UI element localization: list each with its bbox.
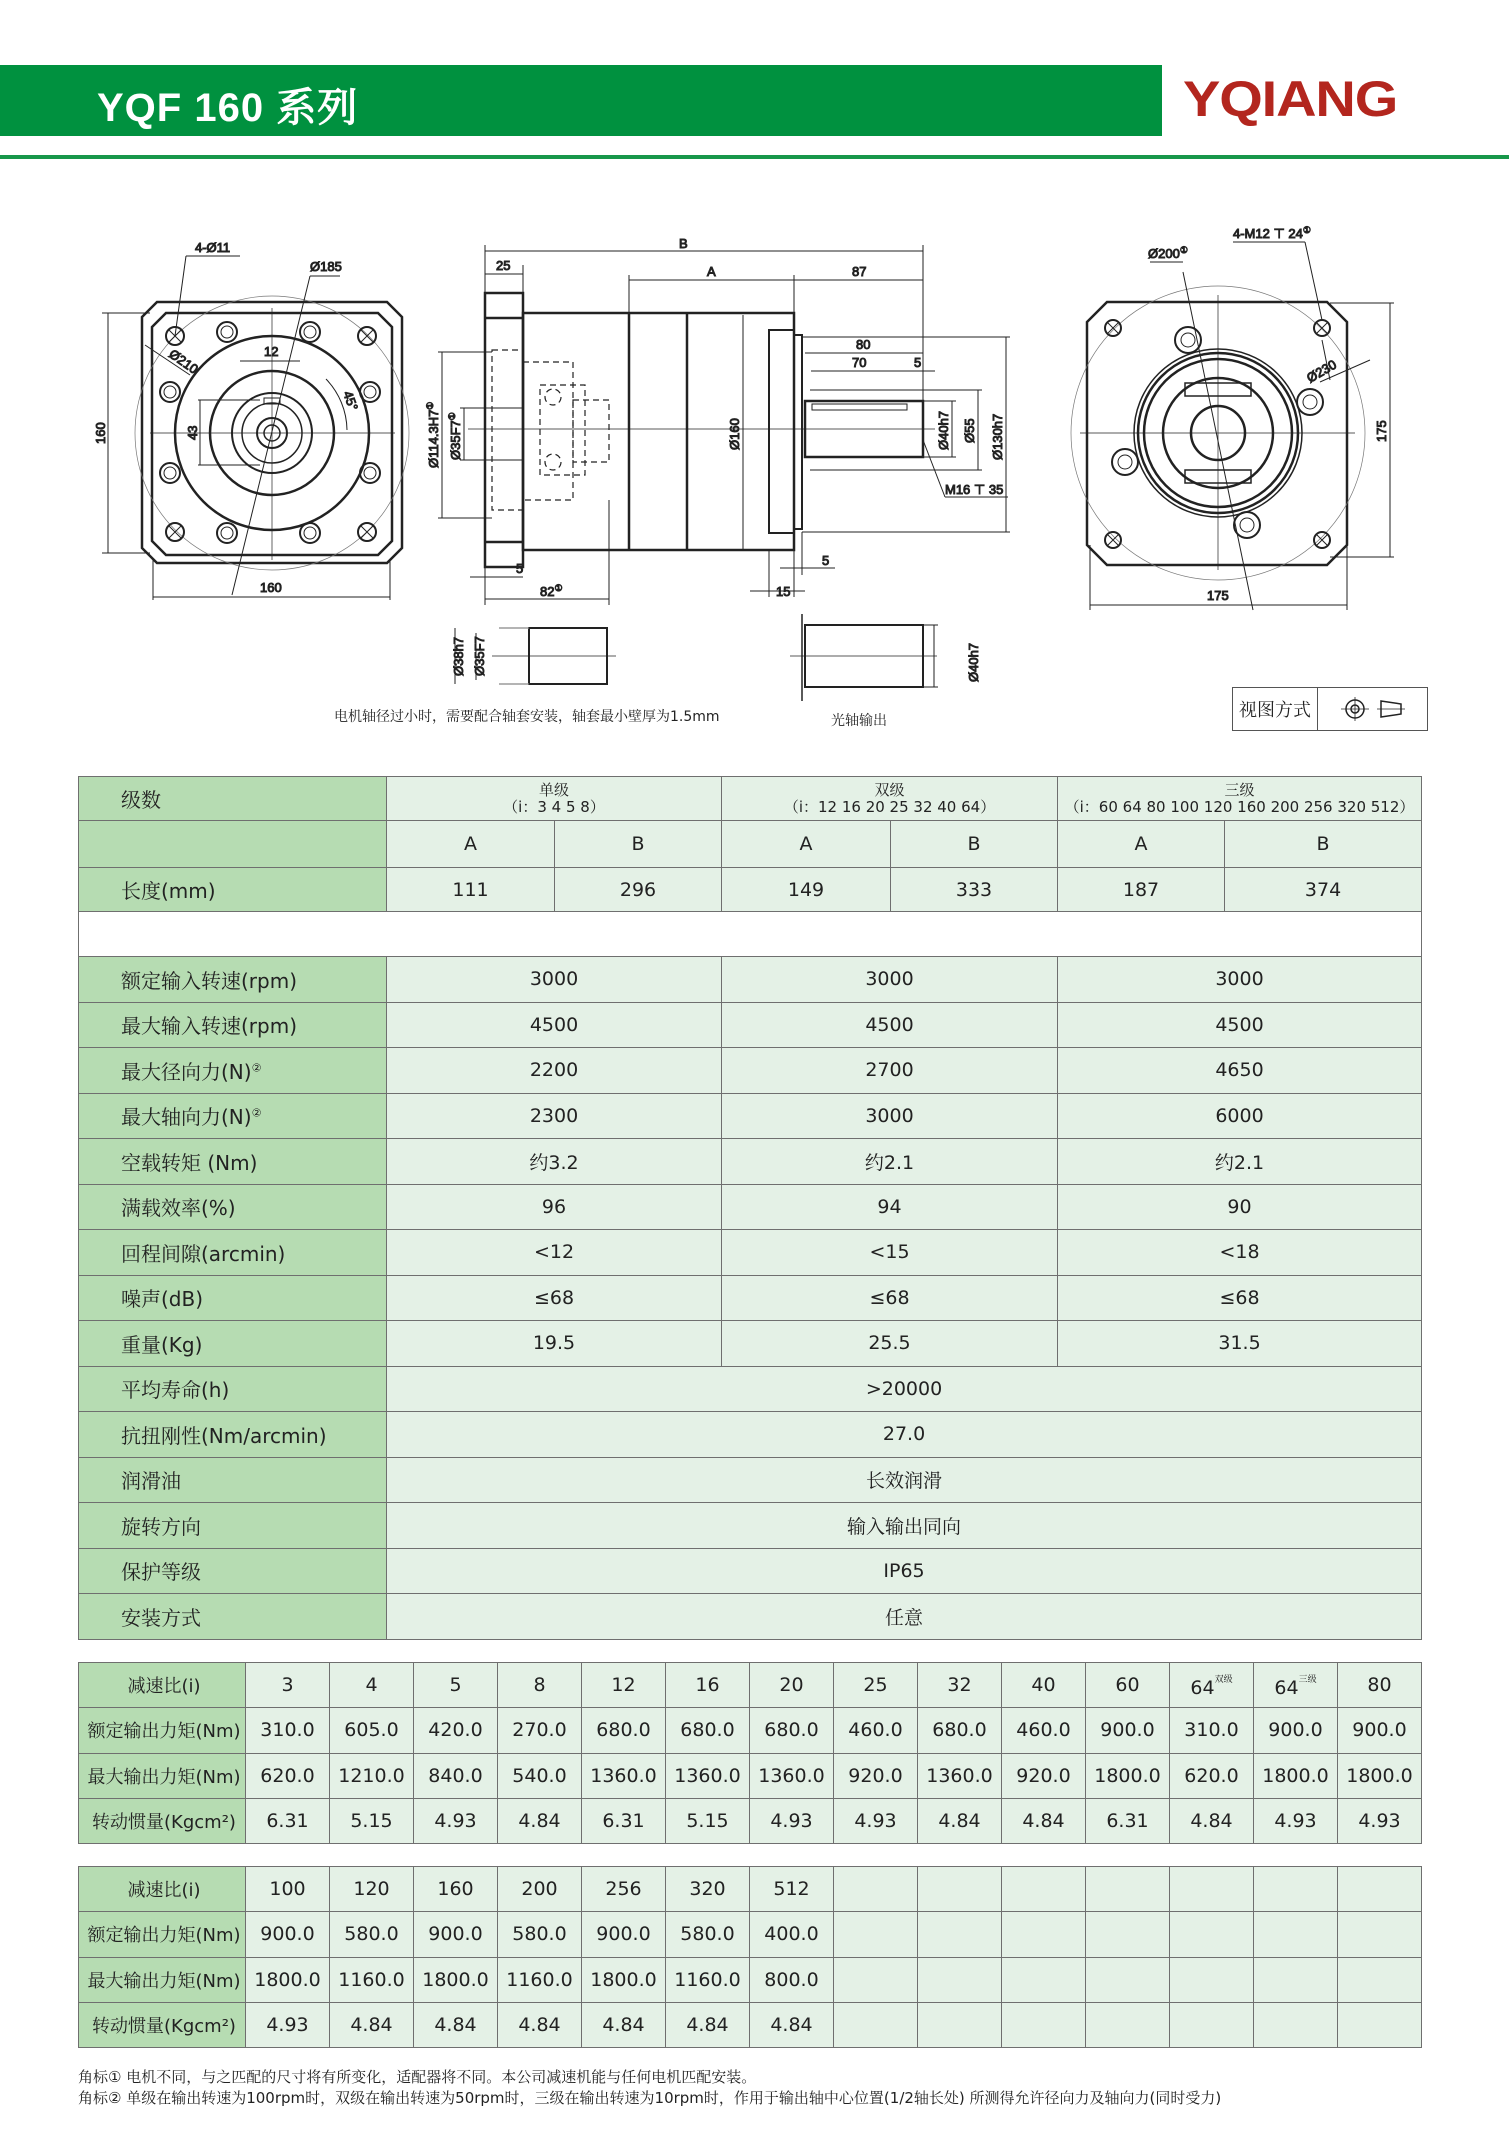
ratio-cell: 5.15 — [666, 1798, 750, 1843]
ratio-cell: 4.93 — [1338, 1798, 1422, 1843]
row-value: ≤68 — [722, 1275, 1058, 1321]
ratio-cell — [1170, 1867, 1254, 1912]
ratio-cell: 4 — [330, 1663, 414, 1708]
ab-cell: B — [891, 821, 1058, 868]
ratio-cell: 320 — [666, 1867, 750, 1912]
brand-logo: YQIANG — [1183, 71, 1398, 127]
ratio-row-inertia — [79, 1798, 1422, 1843]
ratio-cell: 4.84 — [498, 1798, 582, 1843]
ratio-row-label: 减速比(i) — [79, 1867, 246, 1912]
ratio-cell: 620.0 — [246, 1753, 330, 1798]
ratio-cell: 4.84 — [330, 2002, 414, 2047]
ratio-cell: 310.0 — [246, 1708, 330, 1753]
table-row — [79, 1002, 1422, 1048]
front-key-width-label: 12 — [264, 344, 279, 359]
row-value: 长效润滑 — [387, 1457, 1422, 1503]
ab-cell: A — [722, 821, 891, 868]
stage-ratios: （i：12 16 20 25 32 40 64） — [783, 797, 996, 816]
ratio-table-2 — [78, 1866, 1422, 2048]
row-value: 3000 — [722, 1093, 1058, 1139]
ratio-cell: 420.0 — [414, 1708, 498, 1753]
ratio-cell: 800.0 — [750, 1957, 834, 2002]
table-row — [79, 1184, 1422, 1230]
stage-name: 单级 — [538, 780, 569, 799]
row-value: 4500 — [722, 1002, 1058, 1048]
ratio-cell: 1800.0 — [246, 1957, 330, 2002]
ratio-row-label: 转动惯量(Kgcm²) — [79, 1798, 246, 1843]
spacer-cell — [79, 912, 1422, 957]
length-cell: 333 — [891, 868, 1058, 912]
ratio-cell — [834, 1867, 918, 1912]
ratio-row-max — [79, 1753, 1422, 1798]
ratio-cell: 920.0 — [1002, 1753, 1086, 1798]
ratio-cell: 680.0 — [918, 1708, 1002, 1753]
side-collar-dia-label: Ø55 — [962, 418, 977, 443]
side-out-label: 87 — [852, 264, 867, 279]
side-key-off-label: 5 — [914, 355, 922, 370]
ratio-cell: 4.93 — [414, 1798, 498, 1843]
bushing-view — [451, 628, 616, 684]
table-row — [79, 1594, 1422, 1640]
ratio-cell — [834, 1912, 918, 1957]
side-shaft-dia-label: Ø40h7 — [936, 410, 951, 450]
row-value: ≤68 — [387, 1275, 722, 1321]
ab-cell: A — [1058, 821, 1225, 868]
length-label: 长度(mm) — [79, 868, 387, 912]
ratio-cell: 25 — [834, 1663, 918, 1708]
ratio-cell: 460.0 — [834, 1708, 918, 1753]
ratio-cell: 1800.0 — [1254, 1753, 1338, 1798]
row-label: 额定输入转速(rpm) — [79, 957, 387, 1003]
ratio-row-ratios — [79, 1867, 1422, 1912]
ratio-cell — [1254, 1957, 1338, 2002]
ratio-cell — [1170, 1912, 1254, 1957]
side-step-label: 5 — [822, 553, 830, 568]
row-value: 约2.1 — [722, 1139, 1058, 1185]
ratio-cell: 580.0 — [330, 1912, 414, 1957]
ratio-cell — [1170, 2002, 1254, 2047]
table-row — [79, 1321, 1422, 1367]
ratio-row-label: 减速比(i) — [79, 1663, 246, 1708]
ratio-cell — [918, 2002, 1002, 2047]
ratio-cell — [1086, 2002, 1170, 2047]
ratio-cell — [1086, 1867, 1170, 1912]
row-value: 19.5 — [387, 1321, 722, 1367]
ratio-cell: 1160.0 — [330, 1957, 414, 2002]
ratio-cell: 1210.0 — [330, 1753, 414, 1798]
ratio-cell: 3 — [246, 1663, 330, 1708]
length-cell: 374 — [1225, 868, 1422, 912]
table-row — [79, 1275, 1422, 1321]
row-value: ≤68 — [1058, 1275, 1422, 1321]
row-value: 2300 — [387, 1093, 722, 1139]
front-bolt-circle-label: Ø210 — [166, 346, 201, 377]
ratio-cell: 1160.0 — [666, 1957, 750, 2002]
row-value: <18 — [1058, 1230, 1422, 1276]
ratio-cell — [1170, 1957, 1254, 2002]
length-cell: 111 — [387, 868, 555, 912]
row-label: 润滑油 — [79, 1457, 387, 1503]
rear-pcd-label: Ø200① — [1148, 245, 1188, 261]
ratio-cell: 605.0 — [330, 1708, 414, 1753]
ratio-row-label: 最大输出力矩(Nm) — [79, 1753, 246, 1798]
rear-width-label: 175 — [1207, 588, 1229, 603]
ratio-cell: 1360.0 — [750, 1753, 834, 1798]
side-view — [425, 236, 1010, 605]
table-row — [79, 957, 1422, 1003]
front-width-label: 160 — [260, 580, 282, 595]
ratio-cell — [918, 1912, 1002, 1957]
row-value: <12 — [387, 1230, 722, 1276]
side-bore-dia-label: Ø35F7① — [447, 412, 463, 460]
side-body-dia-label: Ø160 — [727, 418, 742, 450]
ratio-cell — [1002, 1912, 1086, 1957]
ab-row — [79, 821, 1422, 868]
ratio-cell: 1800.0 — [582, 1957, 666, 2002]
bushing-caption: 电机轴径过小时，需要配合轴套安装，轴套最小壁厚为1.5mm — [334, 709, 720, 725]
ratio-cell: 680.0 — [750, 1708, 834, 1753]
ratio-cell — [1338, 1912, 1422, 1957]
row-value: 94 — [722, 1184, 1058, 1230]
ratio-cell: 900.0 — [246, 1912, 330, 1957]
row-value: 2200 — [387, 1048, 722, 1094]
ratio-cell: 4.84 — [918, 1798, 1002, 1843]
ratio-cell — [1254, 1912, 1338, 1957]
row-value: 31.5 — [1058, 1321, 1422, 1367]
row-label: 旋转方向 — [79, 1503, 387, 1549]
ratio-cell: 680.0 — [582, 1708, 666, 1753]
side-spigot-dia-label: Ø130h7 — [990, 413, 1005, 460]
ratio-cell: 580.0 — [666, 1912, 750, 1957]
ratio-cell: 4.84 — [414, 2002, 498, 2047]
ratio-cell: 6.31 — [582, 1798, 666, 1843]
ratio-cell: 900.0 — [582, 1912, 666, 1957]
ratio-cell: 900.0 — [414, 1912, 498, 1957]
ratio-row-inertia — [79, 2002, 1422, 2047]
spacer-row — [79, 912, 1422, 957]
ab-label — [79, 821, 387, 868]
rear-height-label: 175 — [1374, 420, 1389, 442]
smooth-shaft-view — [790, 614, 981, 701]
row-label: 满载效率(%) — [79, 1184, 387, 1230]
ratio-cell — [1002, 2002, 1086, 2047]
ratio-cell: 4.84 — [750, 2002, 834, 2047]
side-input-depth-label: 82① — [540, 583, 563, 599]
row-value: 2700 — [722, 1048, 1058, 1094]
stage-name: 双级 — [874, 780, 905, 799]
stage-group — [722, 777, 1058, 821]
ratio-cell: 5 — [414, 1663, 498, 1708]
ratio-cell: 8 — [498, 1663, 582, 1708]
table-row — [79, 1230, 1422, 1276]
ratio-cell: 680.0 — [666, 1708, 750, 1753]
ratio-cell: 100 — [246, 1867, 330, 1912]
ratio-cell: 4.93 — [750, 1798, 834, 1843]
stage-group — [1058, 777, 1422, 821]
ab-cell: A — [387, 821, 555, 868]
ratio-cell: 270.0 — [498, 1708, 582, 1753]
ratio-cell: 256 — [582, 1867, 666, 1912]
row-value: 输入输出同向 — [387, 1503, 1422, 1549]
table-row — [79, 1457, 1422, 1503]
ab-cell: B — [1225, 821, 1422, 868]
view-mode-label: 视图方式 — [1233, 688, 1318, 730]
row-value: 约2.1 — [1058, 1139, 1422, 1185]
ratio-table-1 — [78, 1662, 1422, 1844]
ratio-cell: 460.0 — [1002, 1708, 1086, 1753]
ratio-cell: 6.31 — [246, 1798, 330, 1843]
ratio-row-label: 额定输出力矩(Nm) — [79, 1912, 246, 1957]
ratio-cell: 900.0 — [1086, 1708, 1170, 1753]
row-value: 25.5 — [722, 1321, 1058, 1367]
row-value: IP65 — [387, 1548, 1422, 1594]
rear-threads-label: 4-M12 ⊤ 24① — [1233, 225, 1311, 241]
ratio-cell: 20 — [750, 1663, 834, 1708]
stage-row — [79, 777, 1422, 821]
table-row — [79, 1139, 1422, 1185]
ratio-cell: 32 — [918, 1663, 1002, 1708]
front-view — [93, 240, 409, 600]
ratio-cell: $64^{双级}$ — [1170, 1663, 1254, 1708]
row-value: 约3.2 — [387, 1139, 722, 1185]
ratio-row-label: 转动惯量(Kgcm²) — [79, 2002, 246, 2047]
ratio-row-max — [79, 1957, 1422, 2002]
row-value: <15 — [722, 1230, 1058, 1276]
ratio-cell: 1800.0 — [1338, 1753, 1422, 1798]
side-b-label: B — [679, 236, 688, 251]
ratio-cell: $64^{三级}$ — [1254, 1663, 1338, 1708]
table-row — [79, 1503, 1422, 1549]
ratio-cell — [1254, 2002, 1338, 2047]
ratio-cell: 160 — [414, 1867, 498, 1912]
front-holes-label: 4-Ø11 — [195, 240, 231, 255]
row-value: 4650 — [1058, 1048, 1422, 1094]
ratio-cell: 16 — [666, 1663, 750, 1708]
row-label: 最大轴向力(N)② — [79, 1093, 387, 1139]
ratio-cell: 620.0 — [1170, 1753, 1254, 1798]
ratio-cell: 310.0 — [1170, 1708, 1254, 1753]
table-row — [79, 1048, 1422, 1094]
row-value: 3000 — [722, 957, 1058, 1003]
stage-ratios: （i：3 4 5 8） — [503, 797, 605, 816]
ratio-cell — [1086, 1957, 1170, 2002]
row-label: 最大径向力(N)② — [79, 1048, 387, 1094]
ratio-cell: 540.0 — [498, 1753, 582, 1798]
row-label: 噪声(dB) — [79, 1275, 387, 1321]
projection-symbol-icon — [1318, 688, 1427, 730]
smooth-shaft-dia-label: Ø40h7 — [966, 642, 981, 682]
ratio-cell — [1254, 1867, 1338, 1912]
ratio-row-label: 最大输出力矩(Nm) — [79, 1957, 246, 2002]
ratio-cell: 900.0 — [1338, 1708, 1422, 1753]
ratio-cell: 900.0 — [1254, 1708, 1338, 1753]
ratio-cell: 4.84 — [1002, 1798, 1086, 1843]
stage-label: 级数 — [79, 777, 387, 821]
technical-drawing — [0, 0, 1509, 760]
side-flange-step-label: 5 — [516, 561, 524, 576]
front-height-label: 160 — [93, 422, 108, 444]
ratio-cell — [1002, 1867, 1086, 1912]
side-plate-label: 15 — [776, 584, 791, 599]
bushing-inner-label: Ø35F7 — [472, 636, 487, 676]
spec-table — [78, 776, 1422, 1640]
ratio-cell — [1002, 1957, 1086, 2002]
length-row — [79, 868, 1422, 912]
row-label: 最大输入转速(rpm) — [79, 1002, 387, 1048]
row-value: 任意 — [387, 1594, 1422, 1640]
ratio-cell — [918, 1867, 1002, 1912]
ratio-cell: 4.84 — [1170, 1798, 1254, 1843]
side-thread-label: M16 ⊤ 35 — [945, 482, 1004, 497]
ratio-cell: 512 — [750, 1867, 834, 1912]
ratio-cell: 1360.0 — [666, 1753, 750, 1798]
footnote-2: 角标② 单级在输出转速为100rpm时，双级在输出转速为50rpm时，三级在输出转速为10rpm时，作用于输出轴中心位置(1/2轴长处) 所测得允许径向力及轴向力(同时受力) — [78, 2089, 1222, 2107]
ratio-cell: 400.0 — [750, 1912, 834, 1957]
ratio-cell — [834, 2002, 918, 2047]
ratio-row-rated — [79, 1912, 1422, 1957]
ratio-cell — [834, 1957, 918, 2002]
length-cell: 187 — [1058, 868, 1225, 912]
row-label: 抗扭刚性(Nm/arcmin) — [79, 1412, 387, 1458]
ratio-row-label: 额定输出力矩(Nm) — [79, 1708, 246, 1753]
ratio-cell: 60 — [1086, 1663, 1170, 1708]
ratio-cell — [918, 1957, 1002, 2002]
ratio-cell: 80 — [1338, 1663, 1422, 1708]
ratio-cell: 4.93 — [246, 2002, 330, 2047]
bushing-outer-label: Ø38h7 — [451, 636, 466, 676]
length-cell: 149 — [722, 868, 891, 912]
row-label: 平均寿命(h) — [79, 1366, 387, 1412]
ratio-cell: 12 — [582, 1663, 666, 1708]
smooth-shaft-caption: 光轴输出 — [831, 713, 887, 729]
row-label: 重量(Kg) — [79, 1321, 387, 1367]
ratio-cell: 1360.0 — [582, 1753, 666, 1798]
table-row — [79, 1366, 1422, 1412]
rear-view — [1071, 225, 1394, 610]
table-row — [79, 1548, 1422, 1594]
ratio-cell: 1360.0 — [918, 1753, 1002, 1798]
table-row — [79, 1093, 1422, 1139]
row-value: >20000 — [387, 1366, 1422, 1412]
stage-group — [387, 777, 722, 821]
ratio-cell — [1338, 2002, 1422, 2047]
page-title: YQF 160 系列 — [97, 86, 359, 130]
side-pilot-dia-label: Ø114.3H7① — [425, 401, 441, 468]
ratio-cell: 40 — [1002, 1663, 1086, 1708]
front-key-height-label: 43 — [185, 425, 200, 440]
ratio-cell: 1800.0 — [1086, 1753, 1170, 1798]
ratio-cell: 1800.0 — [414, 1957, 498, 2002]
side-key-len-label: 70 — [852, 355, 867, 370]
row-value: 4500 — [387, 1002, 722, 1048]
front-pcd-label: Ø185 — [310, 259, 342, 274]
ratio-cell: 920.0 — [834, 1753, 918, 1798]
ab-cell: B — [555, 821, 722, 868]
side-shaft-len-label: 80 — [856, 337, 871, 352]
ratio-cell: 6.31 — [1086, 1798, 1170, 1843]
ratio-cell: 1160.0 — [498, 1957, 582, 2002]
row-label: 空载转矩 (Nm) — [79, 1139, 387, 1185]
ratio-cell: 200 — [498, 1867, 582, 1912]
ratio-cell: 120 — [330, 1867, 414, 1912]
ratio-cell: 4.93 — [834, 1798, 918, 1843]
ratio-cell: 5.15 — [330, 1798, 414, 1843]
row-value: 96 — [387, 1184, 722, 1230]
ratio-cell — [1086, 1912, 1170, 1957]
table-row — [79, 1412, 1422, 1458]
row-value: 4500 — [1058, 1002, 1422, 1048]
ratio-cell: 4.84 — [498, 2002, 582, 2047]
side-a-label: A — [707, 264, 716, 279]
row-label: 回程间隙(arcmin) — [79, 1230, 387, 1276]
rear-circle-label: Ø230 — [1304, 356, 1340, 386]
length-cell: 296 — [555, 868, 722, 912]
ratio-row-rated — [79, 1708, 1422, 1753]
stage-ratios: （i：60 64 80 100 120 160 200 256 320 512） — [1064, 797, 1415, 816]
ratio-row-ratios — [79, 1663, 1422, 1708]
stage-name: 三级 — [1224, 780, 1255, 799]
row-value: 6000 — [1058, 1093, 1422, 1139]
front-angle-label: 45° — [340, 388, 362, 413]
view-mode-legend — [1232, 687, 1428, 731]
ratio-cell: 840.0 — [414, 1753, 498, 1798]
row-value: 3000 — [1058, 957, 1422, 1003]
ratio-cell: 4.84 — [666, 2002, 750, 2047]
row-value: 27.0 — [387, 1412, 1422, 1458]
ratio-cell: 580.0 — [498, 1912, 582, 1957]
ratio-cell: 4.93 — [1254, 1798, 1338, 1843]
row-label: 安装方式 — [79, 1594, 387, 1640]
ratio-cell: 4.84 — [582, 2002, 666, 2047]
footnote-1: 角标① 电机不同，与之匹配的尺寸将有所变化，适配器将不同。本公司减速机能与任何电机匹配安装。 — [78, 2068, 757, 2086]
ratio-cell — [1338, 1867, 1422, 1912]
side-flange-label: 25 — [496, 258, 511, 273]
ratio-cell — [1338, 1957, 1422, 2002]
row-value: 3000 — [387, 957, 722, 1003]
row-label: 保护等级 — [79, 1548, 387, 1594]
row-value: 90 — [1058, 1184, 1422, 1230]
